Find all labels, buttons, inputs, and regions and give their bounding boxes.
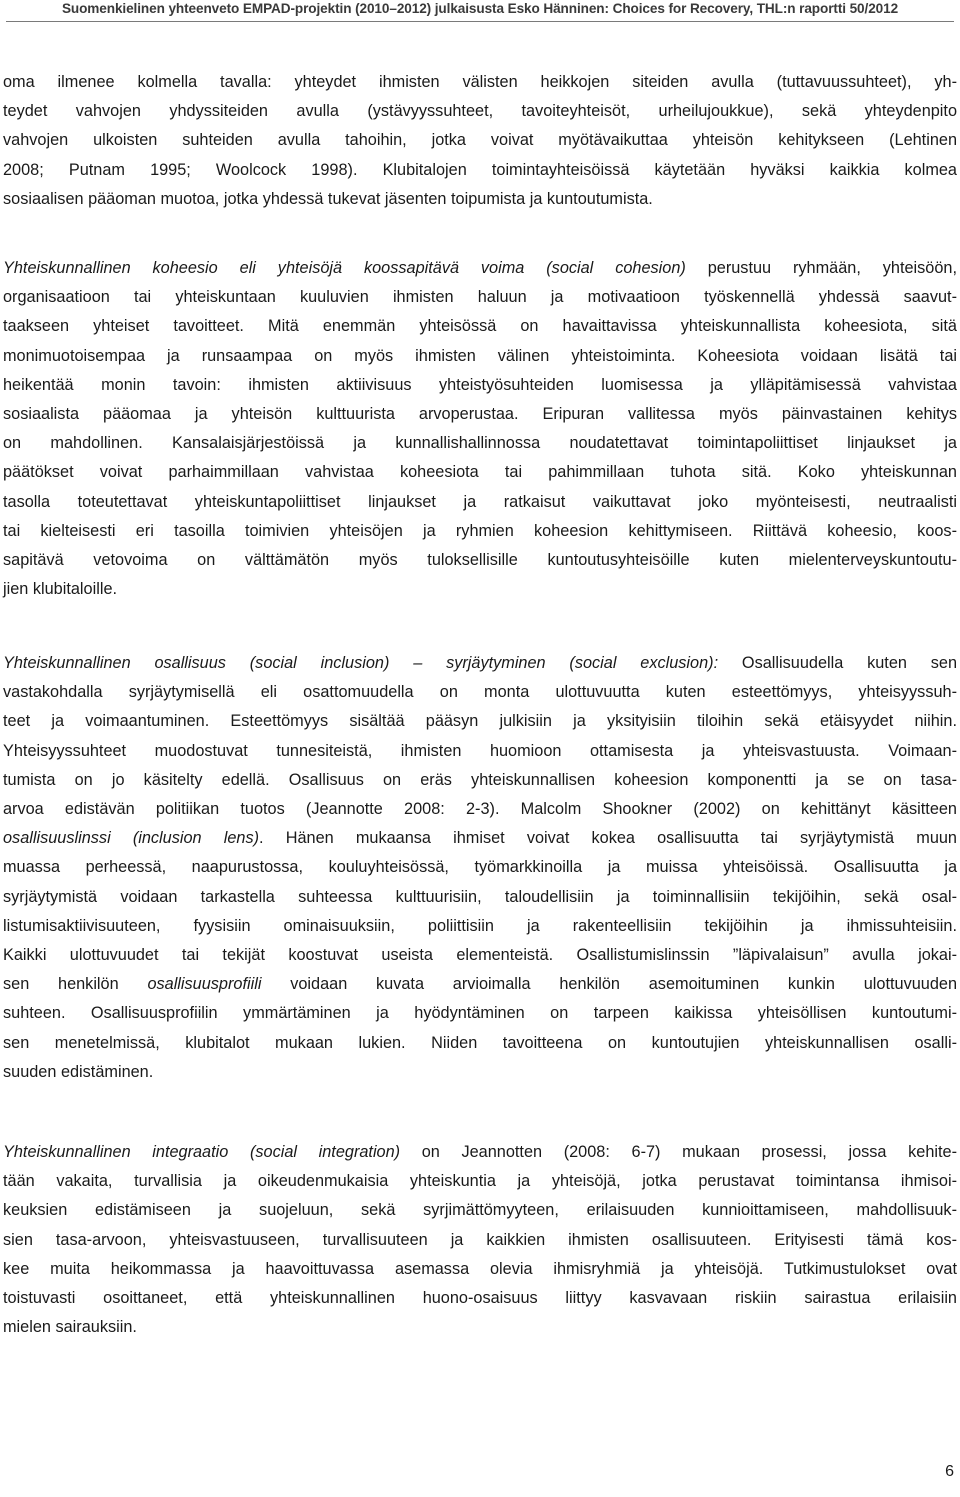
text-line: suuden edistäminen. bbox=[3, 1062, 154, 1081]
text-line: tään vakaita, turvallisia ja oikeudenmukaisia yhteiskuntia ja yhteisöjä, jotka perustavat toimintansa ihmisoi- bbox=[3, 1172, 957, 1191]
text-line: sosiaalisen pääoman muotoa, jotka yhdessä tukevat jäsenten toipumista ja kuntoutumista. bbox=[3, 189, 653, 208]
header-divider bbox=[6, 21, 954, 22]
paragraph-3 bbox=[3, 649, 957, 1087]
text-line: monimuotoisempaa ja runsaampaa on myös ihmisten välinen yhteistoiminta. Koheesiota voidaan lisätä tai bbox=[3, 346, 957, 365]
text-line bbox=[3, 254, 957, 283]
paragraph-4 bbox=[3, 1138, 957, 1342]
text-line: jien klubitaloille. bbox=[3, 580, 118, 599]
text-line: teet ja voimaantuminen. Esteettömyys sisältää pääsyn julkisiin ja yksityisiin tiloihin sekä etäisyydet niihin. bbox=[3, 712, 957, 731]
italic-term: Yhteiskunnallinen integraatio (social integration) bbox=[3, 1143, 401, 1161]
paragraph-body bbox=[3, 649, 957, 1087]
text-line bbox=[3, 970, 957, 999]
text-run: perustuu ryhmään, yhteisöön, bbox=[685, 259, 957, 277]
text-line: oma ilmenee kolmella tavalla: yhteydet ihmisten välisten heikkojen siteiden avulla (tuttavuussuhteet), yh- bbox=[3, 73, 957, 91]
text-line: mielen sairauksiin. bbox=[3, 1318, 137, 1337]
text-line: taakseen yhteiset tavoitteet. Mitä enemmän yhteisössä on havaittavissa yhteiskunnallista koheesiota, sitä bbox=[3, 317, 957, 336]
paragraph-2 bbox=[3, 254, 957, 604]
paragraph-body bbox=[3, 68, 957, 214]
text-line: sosiaalista pääomaa ja yhteisön kulttuurista arvoperustaa. Eripuran vallitessa myös päinvastainen kehitys bbox=[3, 405, 957, 424]
text-line: Yhteisyyssuhteet muodostuvat tunnesiteistä, ihmisten huomioon ottamisesta ja yhteisvastuusta. Voimaan- bbox=[3, 741, 957, 760]
text-run: . Hänen mukaansa ihmiset voivat kokea osallisuutta tai syrjäytymistä muun bbox=[259, 829, 957, 848]
page-number: 6 bbox=[945, 1463, 954, 1480]
text-line: muassa perheessä, naapurustossa, kouluyhteisössä, työmarkkinoilla ja muissa yhteisöissä. Osallisuutta ja bbox=[3, 858, 957, 877]
text-line: tumista on jo käsitelty edellä. Osallisuus on eräs yhteiskunnallisen koheesion komponentti ja se on tasa- bbox=[3, 770, 957, 789]
text-line: kee muita heikommassa ja haavoittuvassa asemassa olevia ihmisryhmiä ja yhteisöjä. Tutkimustulokset ovat bbox=[3, 1259, 957, 1278]
text-line: tai kielteisesti eri tasoilla toimivien yhteisöjen ja ryhmien koheesion kehittymiseen. Riittävä koheesio, koos- bbox=[3, 521, 957, 540]
text-line: tasolla toteutettavat yhteiskuntapoliittiset linjaukset ja ratkaisut vaikuttavat joko myönteisesti, neutraalisti bbox=[3, 492, 957, 511]
text-run: Osallisuudella kuten sen bbox=[718, 654, 957, 672]
text-run: on Jeannotten (2008: 6-7) mukaan prosessi, jossa kehite- bbox=[400, 1143, 957, 1161]
text-line: 2008; Putnam 1995; Woolcock 1998). Klubitalojen toimintayhteisöissä käytetään hyväksi kaikkia kolmea bbox=[3, 160, 957, 179]
text-line: päätökset voivat parhaimmillaan vahvistaa koheesiota tai pahimmillaan tuhota sitä. Koko yhteiskunnan bbox=[3, 463, 957, 482]
italic-term: osallisuuslinssi (inclusion lens) bbox=[3, 829, 260, 848]
text-line: sen menetelmissä, klubitalot mukaan lukien. Niiden tavoitteena on kuntoutujien yhteiskunnallisen osalli- bbox=[3, 1033, 957, 1052]
text-line: organisaatioon tai yhteiskuntaan kuuluvien ihmisten haluun ja motivaatioon työskennellä yhdessä saavut- bbox=[3, 288, 957, 307]
text-line: toistuvasti osoittaneet, että yhteiskunnallinen huono-osaisuus liittyy kasvavaan riskiin sairastua erilaisiin bbox=[3, 1289, 957, 1308]
paragraph-body bbox=[3, 1138, 957, 1342]
text-run: sen henkilön bbox=[3, 975, 148, 994]
text-line: sien tasa-arvoon, yhteisvastuuseen, turvallisuuteen ja kaikkien ihmisten osallisuuteen. Erityisesti tämä kos- bbox=[3, 1230, 957, 1249]
text-line: on mahdollinen. Kansalaisjärjestöissä ja kunnallishallinnossa noudatettavat toimintapoliittiset linjaukset ja bbox=[3, 434, 957, 453]
text-line: heikentää monin tavoin: ihmisten aktiivisuus yhteistyösuhteiden luomisessa ja ylläpitämisessä vahvistaa bbox=[3, 375, 957, 394]
text-line: sapitävä vetovoima on välttämätön myös tuloksellisille kuntoutusyhteisöille kuten mielenterveyskuntoutu- bbox=[3, 551, 957, 570]
text-line: Kaikki ulottuvuudet tai tekijät koostuvat useista elementeistä. Osallistumislinssin ”läpivalaisun” avulla jokai- bbox=[3, 946, 957, 965]
italic-term: Yhteiskunnallinen koheesio eli yhteisöjä koossapitävä voima (social cohesion) bbox=[3, 259, 686, 277]
text-line bbox=[3, 1138, 957, 1167]
italic-term: osallisuusprofiili bbox=[147, 975, 262, 994]
text-line: vahvojen ulkoisten suhteiden avulla tahoihin, jotka voivat myötävaikuttaa yhteisön kehitykseen (Lehtinen bbox=[3, 131, 957, 150]
paragraph-body bbox=[3, 254, 957, 604]
text-line: teydet vahvojen yhdyssiteiden avulla (ystävyyssuhteet, tavoiteyhteisöt, urheilujoukkue), sekä yhteydenpito bbox=[3, 102, 957, 121]
text-line: suhteen. Osallisuusprofiilin ymmärtäminen ja hyödyntäminen on tarpeen kaikissa yhteisöllisen kuntoutumi- bbox=[3, 1004, 957, 1023]
text-line bbox=[3, 824, 957, 853]
text-line: listumisaktiivisuuteen, fyysisiin ominaisuuksiin, poliittisiin ja rakenteellisiin tekijöihin ja ihmissuhteisiin. bbox=[3, 916, 957, 935]
running-header: Suomenkielinen yhteenveto EMPAD-projektin (2010–2012) julkaisusta Esko Hänninen: Choices for Recovery, THL:n raportti 50/2012 bbox=[61, 1, 899, 16]
italic-term: Yhteiskunnallinen osallisuus (social inclusion) – syrjäytyminen (social exclusion): bbox=[3, 654, 719, 672]
text-line: arvoa edistävän politiikan tuotos (Jeannotte 2008: 2-3). Malcolm Shookner (2002) on kehittänyt käsitteen bbox=[3, 800, 957, 819]
text-line: syrjäytymistä voidaan tarkastella suhteessa kulttuurisiin, taloudellisiin ja toiminnallisiin tekijöihin, sekä osal- bbox=[3, 887, 957, 906]
text-line: vastakohdalla syrjäytymisellä eli osattomuudella on monta ulottuvuutta kuten esteettömyys, yhteisyyssuh- bbox=[3, 683, 957, 702]
text-line: keuksien edistämiseen ja suojeluun, sekä syrjimättömyyteen, erilaisuuden kunnioittamiseen, mahdollisuuk- bbox=[3, 1201, 957, 1220]
text-run: voidaan kuvata arvioimalla henkilön asemoituminen kunkin ulottuvuuden bbox=[261, 975, 957, 994]
paragraph-1 bbox=[3, 68, 957, 214]
text-line bbox=[3, 649, 957, 678]
